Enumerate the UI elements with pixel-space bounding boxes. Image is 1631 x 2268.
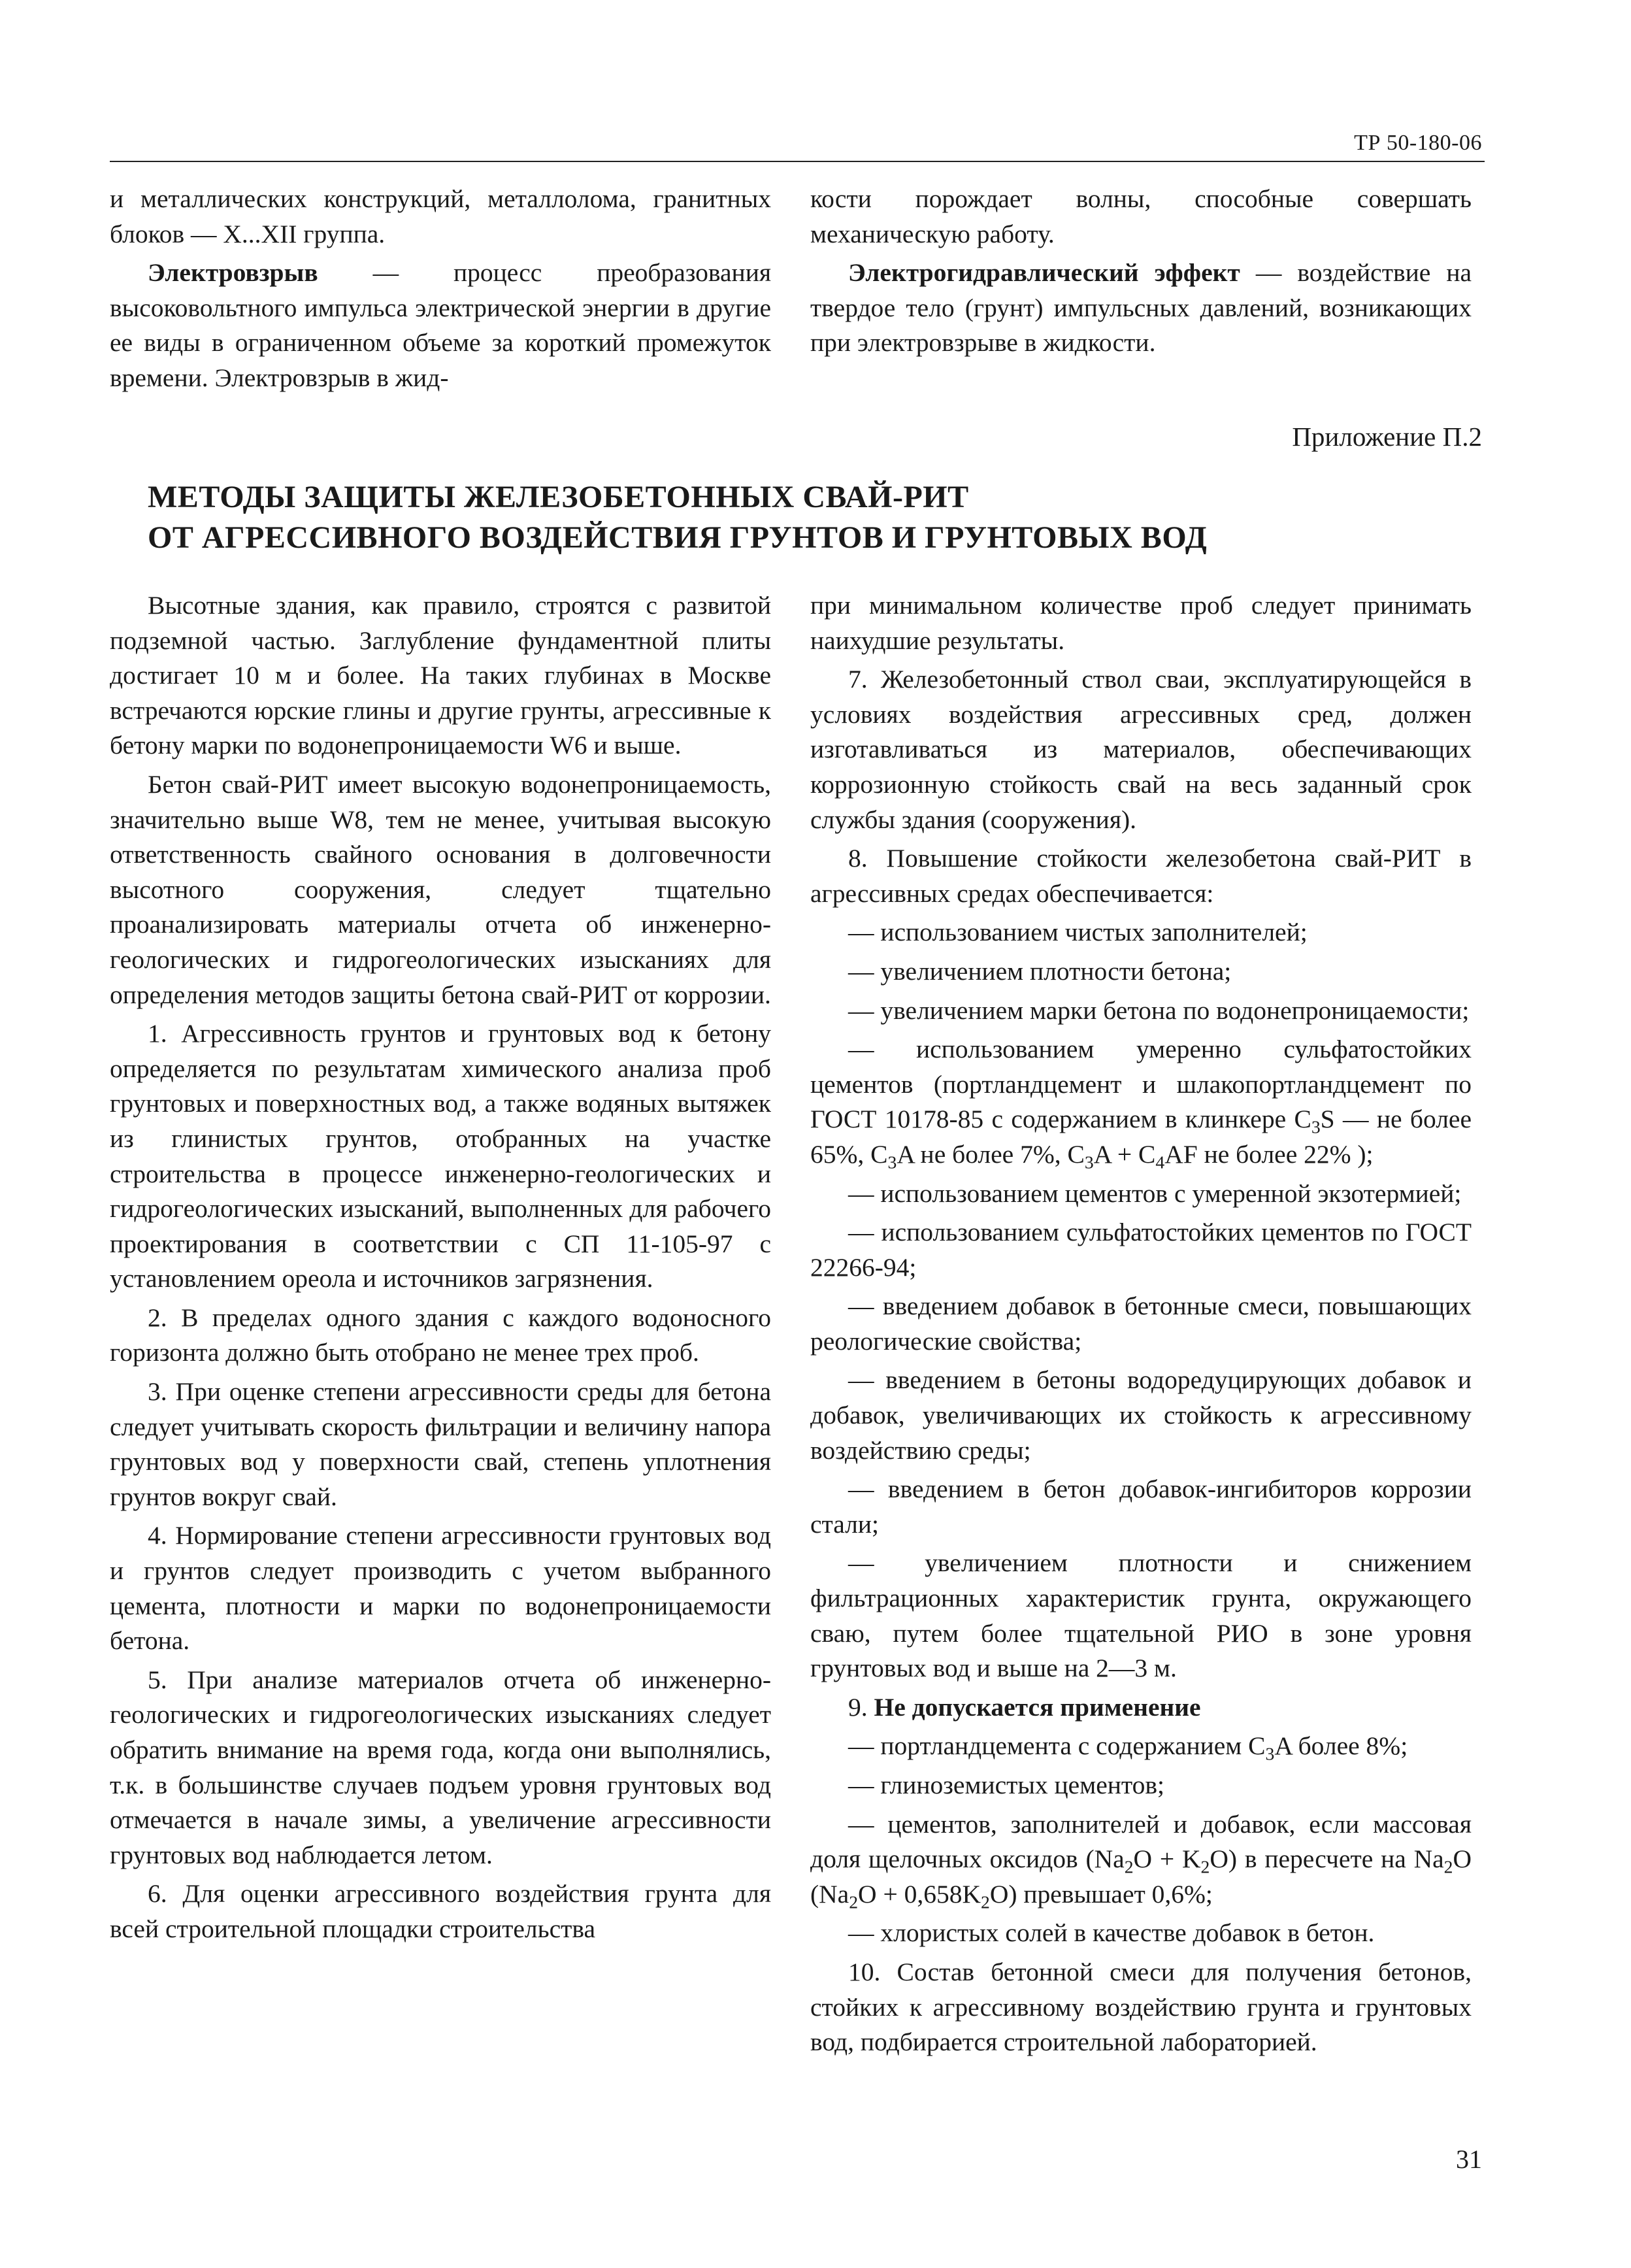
list-item: 7. Железобетонный ствол сваи, эксплуатирующейся в условиях воздействия агрессивных сред, должен изготавливаться из материалов, обеспечивающих коррозионную стойкость свай на весь заданный срок службы здания (сооружения).: [810, 665, 1472, 834]
paragraph: [810, 256, 1472, 361]
list-item: [810, 1690, 1472, 1726]
text-run: — цементов, заполнителей и добавок, если массовая доля щелочных оксидов (Na: [810, 1809, 1472, 1874]
bullet-item: [810, 1807, 1472, 1912]
text-run: AF не более 22% );: [1164, 1139, 1374, 1169]
list-item: 5. При анализе материалов отчета об инженерно-геологических и гидрогеологических изысканиях следует обратить внимание на время года, когда они выполнялись, т.к. в большинстве случаев подъем уровня грунтовых вод отмечается в начале зимы, а увеличение агрессивности грунтовых вод наблюдается летом.: [110, 1665, 771, 1869]
bullet-item: [810, 1729, 1472, 1764]
bullet-item: — хлористых солей в качестве добавок в бетон.: [848, 1918, 1375, 1948]
text-run: O) превышает 0,6%;: [989, 1879, 1213, 1909]
subscript: 3: [1265, 1743, 1275, 1764]
item-number: 9.: [848, 1692, 874, 1722]
emphasis: Не допускается применение: [874, 1692, 1201, 1722]
paragraph: [110, 256, 771, 395]
paragraph: Высотные здания, как правило, строятся с развитой подземной частью. Заглубление фундаментной плиты достигает 10 м и более. На таких глубинах в Москве встречаются юрские глины и другие грунты, агрессивные к бетону марки по водонепроницаемости W6 и выше.: [110, 591, 771, 760]
bullet-item: — введением в бетон добавок-ингибиторов коррозии стали;: [810, 1475, 1472, 1539]
title-line: ОТ АГРЕССИВНОГО ВОЗДЕЙСТВИЯ ГРУНТОВ И ГРУНТОВЫХ ВОД: [148, 520, 1208, 555]
list-item: 8. Повышение стойкости железобетона свай-РИТ в агрессивных средах обеспечивается:: [810, 844, 1472, 908]
bullet-item: — использованием чистых заполнителей;: [848, 918, 1308, 947]
term: Электрогидравлический эффект: [848, 258, 1240, 288]
section-title: [148, 477, 1455, 558]
text-run: — использованием умеренно сульфатостойких цементов (портландцемент и шлакопортландцемент по ГОСТ 10178-85 с содержанием в клинкере C: [810, 1035, 1472, 1134]
bullet-item: [810, 1032, 1472, 1172]
text-run: O) в пересчете на Na: [1210, 1844, 1444, 1874]
document-code: ТР 50-180-06: [1354, 131, 1482, 155]
top-left-column: [110, 182, 771, 396]
term: Электровзрыв: [148, 258, 318, 288]
text-run: O (Na: [810, 1844, 1472, 1909]
subscript: 2: [1443, 1856, 1453, 1877]
bullet-item: — увеличением плотности и снижением фильтрационных характеристик грунта, окружающего сваю, путем более тщательной РИО в зоне уровня грунтовых вод и выше на 2—3 м.: [810, 1548, 1472, 1683]
text-run: A + C: [1093, 1139, 1156, 1169]
definition: — воздействие на твердое тело (грунт) импульсных давлений, возникающих при электровзрыве в жидкости.: [810, 258, 1472, 358]
bullet-item: — введением добавок в бетонные смеси, повышающих реологические свойства;: [810, 1292, 1472, 1356]
text-run: S — не более 65%, C: [810, 1105, 1472, 1169]
subscript: 3: [887, 1152, 897, 1173]
text-run: — портландцемента с содержанием C: [848, 1731, 1266, 1761]
bullet-item: — введением в бетоны водоредуцирующих добавок и добавок, увеличивающих их стойкость к агрессивному воздействию среды;: [810, 1365, 1472, 1465]
subscript: 3: [1311, 1116, 1321, 1137]
list-item: 6. Для оценки агрессивного воздействия грунта для всей строительной площадки строительства: [110, 1879, 771, 1943]
paragraph: и металлических конструкций, металлолома, гранитных блоков — X...XII группа.: [110, 184, 771, 248]
bullet-item: — увеличением плотности бетона;: [848, 956, 1232, 986]
bullet-item: — глиноземистых цементов;: [848, 1771, 1164, 1799]
subscript: 2: [1124, 1856, 1134, 1877]
bullet-item: — использованием цементов с умеренной экзотермией;: [848, 1178, 1462, 1208]
bullet-item: — увеличением марки бетона по водонепроницаемости;: [848, 995, 1470, 1025]
text-run: O + 0,658K: [858, 1879, 981, 1909]
subscript: 2: [981, 1892, 990, 1912]
title-line: МЕТОДЫ ЗАЩИТЫ ЖЕЛЕЗОБЕТОННЫХ СВАЙ-РИТ: [148, 480, 969, 514]
list-item: 2. В пределах одного здания с каждого водоносного горизонта должно быть отобрано не менее трех проб.: [110, 1303, 771, 1367]
subscript: 3: [1084, 1152, 1094, 1173]
list-item: 10. Состав бетонной смеси для получения бетонов, стойких к агрессивному воздействию грунта и грунтовых вод, подбирается строительной лабораторией.: [810, 1957, 1472, 2057]
left-column: [110, 588, 771, 1947]
paragraph: кости порождает волны, способные совершать механическую работу.: [810, 184, 1472, 248]
paragraph: при минимальном количестве проб следует принимать наихудшие результаты.: [810, 591, 1472, 655]
text-run: A не более 7%, C: [897, 1139, 1085, 1169]
right-column: [810, 588, 1472, 2060]
list-item: 1. Агрессивность грунтов и грунтовых вод к бетону определяется по результатам химического анализа проб грунтовых и поверхностных вод, а также водяных вытяжек из глинистых грунтов, отобранных на участке строительства в процессе инженерно-геологических и гидрогеологических изысканий, выполненных для рабочего проектирования в соответствии с СП 11-105-97 с установлением ореола и источников загрязнения.: [110, 1019, 771, 1293]
subscript: 2: [849, 1892, 859, 1912]
paragraph: Бетон свай-РИТ имеет высокую водонепроницаемость, значительно выше W8, тем не менее, учитывая высокую ответственность свайного основания в долговечности высотного сооружения, следует тщательно проанализировать материалы отчета об инженерно-геологических и гидрогеологических изысканиях для определения методов защиты бетона свай-РИТ от коррозии.: [110, 769, 771, 1009]
appendix-label: Приложение П.2: [1292, 422, 1482, 452]
list-item: 4. Нормирование степени агрессивности грунтовых вод и грунтов следует производить с учетом выбранного цемента, плотности и марки по водонепроницаемости бетона.: [110, 1521, 771, 1656]
subscript: 4: [1155, 1152, 1165, 1173]
list-item: 3. При оценке степени агрессивности среды для бетона следует учитывать скорость фильтрации и величину напора грунтовых вод у поверхности свай, степень уплотнения грунтов вокруг свай.: [110, 1377, 771, 1511]
text-run: O + K: [1133, 1844, 1201, 1874]
definition: — процесс преобразования высоковольтного импульса электрической энергии в другие ее виды в ограниченном объеме за короткий промежуток времени. Электровзрыв в жид-: [110, 258, 771, 392]
top-right-column: [810, 182, 1472, 361]
header-rule: [110, 161, 1485, 162]
page-number: 31: [1456, 2144, 1482, 2174]
bullet-item: — использованием сульфатостойких цементов по ГОСТ 22266-94;: [810, 1218, 1472, 1282]
text-run: A более 8%;: [1274, 1731, 1408, 1761]
subscript: 2: [1200, 1856, 1210, 1877]
